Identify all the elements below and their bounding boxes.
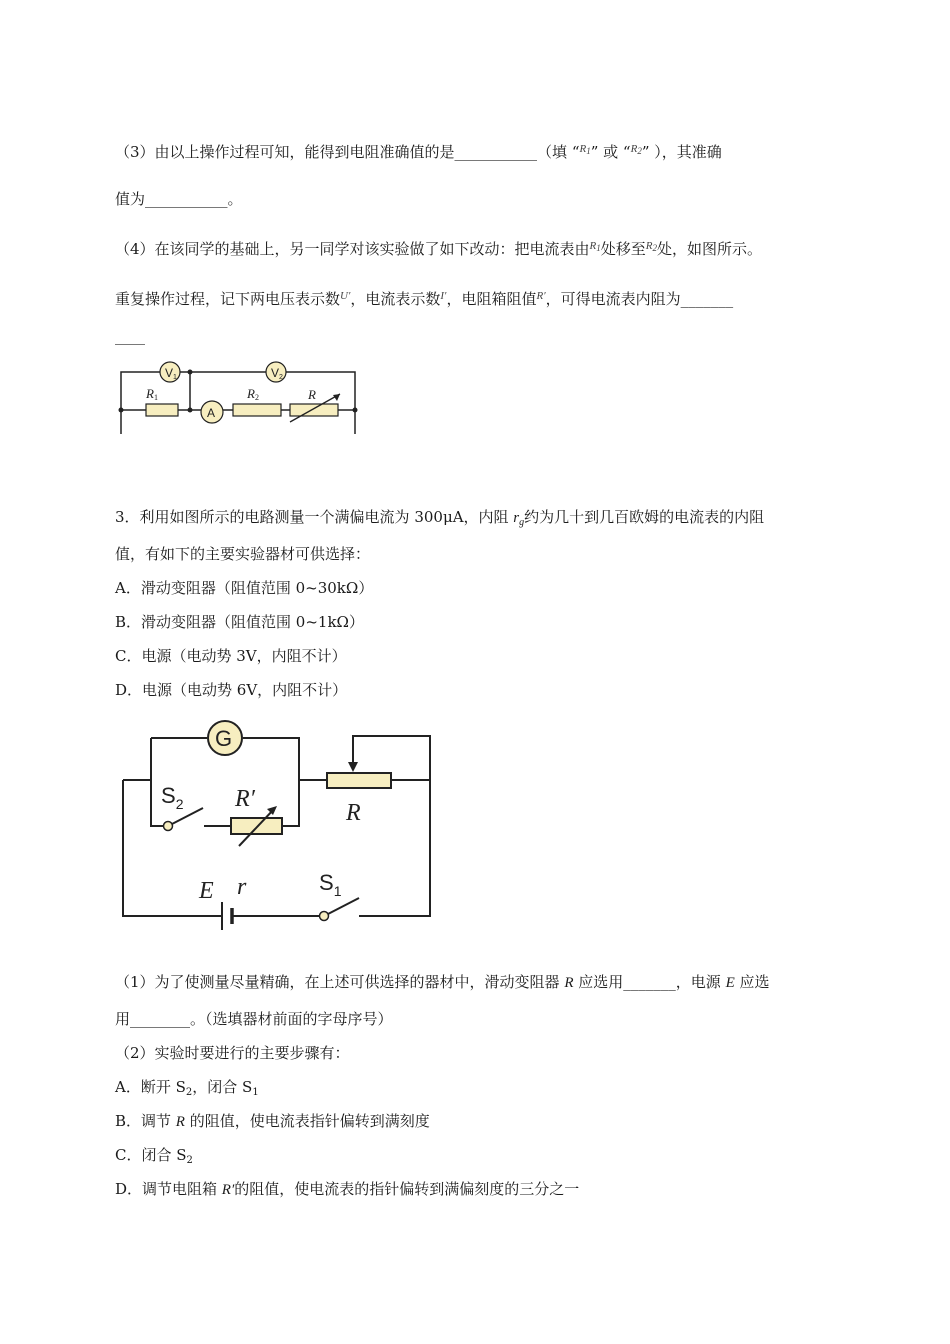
svg-text:V2: V2 bbox=[271, 366, 283, 381]
q2-part4-blank2: ____ bbox=[115, 327, 145, 345]
svg-text:E: E bbox=[199, 878, 214, 904]
q3-option-d: D．电源（电动势 6V，内阻不计） bbox=[115, 681, 348, 699]
q2-part4-line2-a: 重复操作过程，记下两电压表示数 bbox=[115, 290, 341, 308]
q3-option-c: C．电源（电动势 3V，内阻不计） bbox=[115, 647, 347, 665]
svg-text:R′: R′ bbox=[235, 786, 255, 812]
q2-part4-text-a: （4）在该同学的基础上，另一同学对该实验做了如下改动：把电流表由 bbox=[115, 240, 590, 258]
q3-sub1-r: R bbox=[564, 975, 574, 991]
q2-part3-r2: R2 bbox=[630, 143, 642, 156]
q3-sub1-a: （1）为了使测量尽量精确，在上述可供选择的器材中，滑动变阻器 bbox=[115, 973, 565, 991]
svg-text:S2: $S_2$ bbox=[161, 783, 184, 812]
q3-sub1-line2-a: 用 bbox=[115, 1010, 131, 1028]
q3-rg-symbol: $r_g$ bbox=[513, 510, 525, 528]
q3-option-a: A．滑动变阻器（阻值范围 0~30kΩ） bbox=[115, 579, 374, 597]
svg-text:V1: V1 bbox=[165, 366, 177, 381]
q3-stem-line2 bbox=[115, 544, 370, 564]
q3-stem-line1 bbox=[115, 507, 764, 533]
svg-text:G: G bbox=[215, 726, 233, 751]
q3-sub1-e: E bbox=[725, 975, 735, 991]
q3-step-c: C．闭合 $S_2$ bbox=[115, 1146, 193, 1166]
q3-stem-b: 约为几十到几百欧姆的电流表的内阻 bbox=[524, 508, 765, 526]
q2-part4-blank1: _______ bbox=[680, 290, 734, 308]
q2-part4-r1: R1 bbox=[589, 240, 601, 253]
variable-resistor-r bbox=[290, 387, 340, 422]
diagram1-node-top bbox=[188, 370, 193, 375]
q2-part3-blank: ___________ bbox=[454, 143, 538, 161]
resistor-r2 bbox=[233, 386, 281, 416]
q2-part3-line2-a: 值为 bbox=[115, 190, 146, 208]
circuit-diagram-1 bbox=[110, 352, 370, 438]
q3-sub1-d: 应选 bbox=[734, 973, 770, 991]
q2-part3-line2-b: 。 bbox=[227, 190, 243, 208]
diagram1-node-right bbox=[353, 408, 358, 413]
q3-step-b: B．调节 R 的阻值，使电流表指针偏转到满刻度 bbox=[115, 1112, 430, 1130]
q2-part3-line2-blank: ___________ bbox=[145, 190, 228, 208]
q2-part4-text-b: 处移至 bbox=[600, 240, 646, 258]
circuit-diagram-2 bbox=[115, 718, 445, 938]
q2-part3-line2 bbox=[115, 189, 243, 209]
diagram1-node-mid bbox=[188, 408, 193, 413]
q3-sub1-blank1: _______ bbox=[623, 973, 676, 991]
switch-s2 bbox=[161, 783, 203, 831]
q2-part3-r1: R1 bbox=[579, 143, 591, 156]
q2-part3-text-c: ” 或 “ bbox=[590, 143, 631, 161]
svg-text:R: R bbox=[308, 387, 316, 402]
q3-sub1-b: 应选用 bbox=[573, 973, 624, 991]
q2-part4-line2-d: ，可得电流表内阻为 bbox=[545, 290, 681, 308]
svg-text:r: r bbox=[237, 874, 247, 900]
q3-sub1-line2-b: 。（选填器材前面的字母序号） bbox=[190, 1010, 393, 1028]
svg-text:S1: $S_1$ bbox=[319, 870, 342, 899]
voltmeter-v2 bbox=[266, 362, 286, 382]
svg-text:R: R bbox=[346, 800, 361, 826]
q3-sub1-c: ，电源 bbox=[675, 973, 726, 991]
rheostat-r bbox=[327, 762, 391, 826]
q2-part3-text-d: ” ），其准确 bbox=[641, 143, 722, 161]
svg-text:R1: R1 bbox=[146, 386, 158, 402]
ammeter-a bbox=[201, 401, 223, 423]
q2-part3-text-b: （填 “ bbox=[537, 143, 580, 161]
q3-stem-line2-text: 值，有如下的主要实验器材可供选择： bbox=[115, 545, 371, 563]
q2-part4-line1 bbox=[115, 236, 762, 259]
diagram1-wires bbox=[121, 372, 355, 434]
q2-part4-r-symbol: R′ bbox=[536, 290, 546, 302]
q2-part4-line2-b: ，电流表示数 bbox=[350, 290, 441, 308]
q3-sub1-line2 bbox=[115, 1009, 393, 1029]
q2-part3-text-a: （3）由以上操作过程可知，能得到电阻准确值的是 bbox=[115, 143, 455, 161]
q2-part4-r2: R2 bbox=[645, 240, 658, 253]
q2-part4-u-symbol: U′ bbox=[340, 290, 351, 302]
q2-part3-line1 bbox=[115, 139, 722, 162]
q3-step-a: A．断开 $S_2$，闭合 $S_1$ bbox=[115, 1078, 259, 1098]
q3-option-b: B．滑动变阻器（阻值范围 0~1kΩ） bbox=[115, 613, 364, 631]
q2-part4-line2 bbox=[115, 286, 733, 309]
q2-part4-i-symbol: I′ bbox=[440, 290, 447, 302]
svg-text:R2: R2 bbox=[247, 386, 259, 402]
svg-text:A: A bbox=[207, 406, 216, 420]
q3-stem-a: 3．利用如图所示的电路测量一个满偏电流为 300μA，内阻 bbox=[115, 508, 514, 526]
voltmeter-v1 bbox=[160, 362, 180, 382]
q3-sub2-title: （2）实验时要进行的主要步骤有： bbox=[115, 1044, 350, 1062]
battery-e bbox=[198, 874, 247, 930]
resistance-box-rprime bbox=[231, 786, 282, 846]
resistor-r1 bbox=[145, 386, 178, 416]
q3-sub1-line2-blank: ________ bbox=[130, 1010, 191, 1028]
q2-part4-line2-c: ，电阻箱阻值 bbox=[446, 290, 537, 308]
q3-sub1-line1 bbox=[115, 972, 770, 993]
q2-part4-text-c: 处，如图所示。 bbox=[657, 240, 763, 258]
q2-part4-line3 bbox=[115, 326, 145, 346]
switch-s1 bbox=[319, 870, 359, 921]
diagram1-node-left bbox=[119, 408, 124, 413]
q3-step-d: D．调节电阻箱 R′的阻值，使电流表的指针偏转到满偏刻度的三分之一 bbox=[115, 1180, 580, 1198]
galvanometer-g bbox=[208, 721, 242, 755]
